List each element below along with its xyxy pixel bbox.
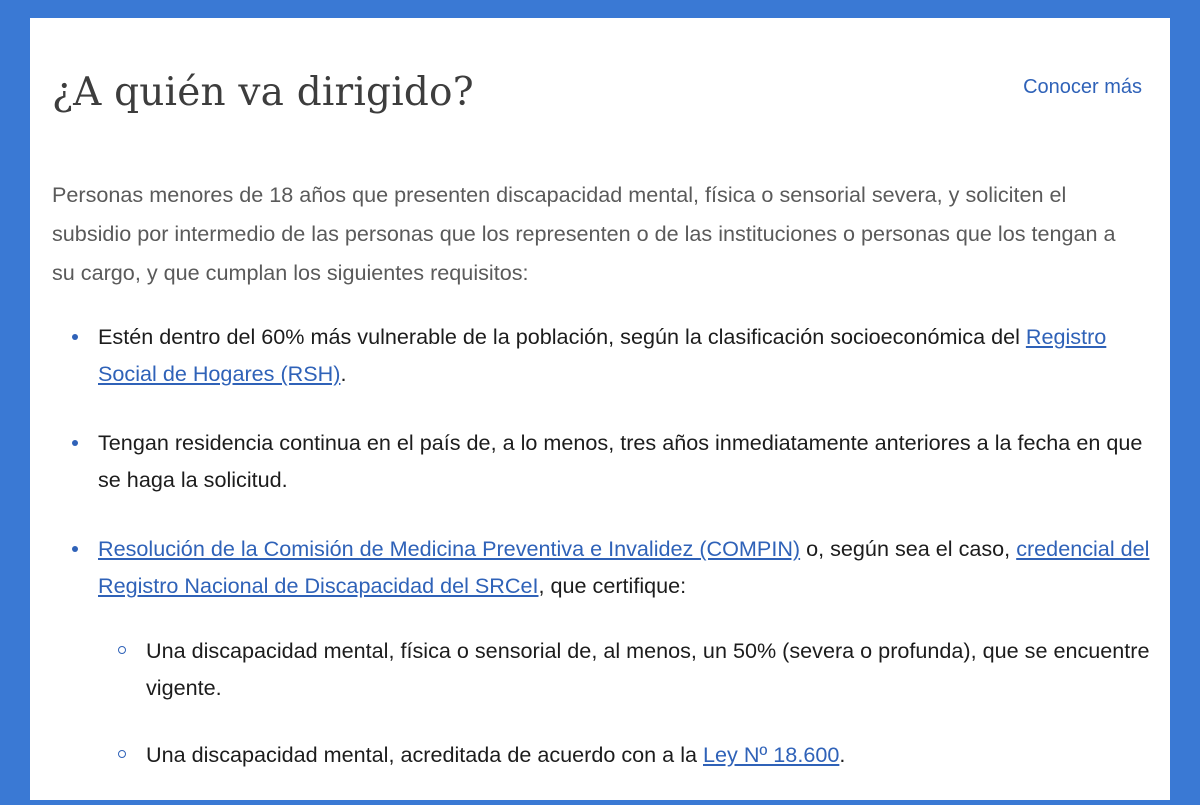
content-card: [30, 18, 1170, 800]
subitem-text: Una discapacidad mental, física o sensorial de, al menos, un 50% (severa o profunda), que se encuentre vigente.: [146, 638, 1150, 700]
requirement-item-certification: [52, 530, 1152, 773]
srcei-credential-link[interactable]: credencial del Registro Nacional de Discapacidad del SRCeI: [98, 536, 1150, 598]
subitem-text-end: .: [839, 742, 846, 767]
intro-paragraph: Personas menores de 18 años que presenten discapacidad mental, física o sensorial severa, y soliciten el subsidio por intermedio de las personas que los representen o de las instituciones o personas que los tengan a su cargo, y que cumplan los siguientes requisitos:: [52, 182, 1116, 285]
requirement-item-residence: [52, 424, 1152, 498]
requirement-text-end: , que certifique:: [538, 573, 687, 598]
compin-link[interactable]: Resolución de la Comisión de Medicina Preventiva e Invalidez (COMPIN): [98, 536, 801, 561]
requirement-text-end: .: [340, 361, 347, 386]
rsh-link[interactable]: Registro Social de Hogares (RSH): [98, 324, 1107, 386]
requirement-text: Tengan residencia continua en el país de, a lo menos, tres años inmediatamente anteriores a la fecha en que se haga la solicitud.: [98, 430, 1143, 492]
subitem-law-18600: [98, 736, 1152, 773]
subitem-disability-50: [98, 632, 1152, 706]
circle-bullet-icon: [118, 750, 126, 758]
requirement-item-rsh: [52, 318, 1152, 392]
bullet-icon: [72, 546, 78, 552]
requirement-text-mid: o, según sea el caso,: [800, 536, 1017, 561]
learn-more-link[interactable]: Conocer más: [1023, 76, 1142, 98]
bullet-icon: [72, 334, 78, 340]
section-title: ¿A quién va dirigido?: [52, 70, 474, 115]
subitem-text: Una discapacidad mental, acreditada de acuerdo con a la: [146, 742, 703, 767]
bullet-icon: [72, 440, 78, 446]
circle-bullet-icon: [118, 646, 126, 654]
certification-sublist: [98, 632, 1152, 773]
law-18600-link[interactable]: Ley Nº 18.600: [703, 742, 840, 767]
requirement-text: Estén dentro del 60% más vulnerable de la población, según la clasificación socioeconómica del: [98, 324, 1026, 349]
requirements-list: [52, 318, 1152, 805]
